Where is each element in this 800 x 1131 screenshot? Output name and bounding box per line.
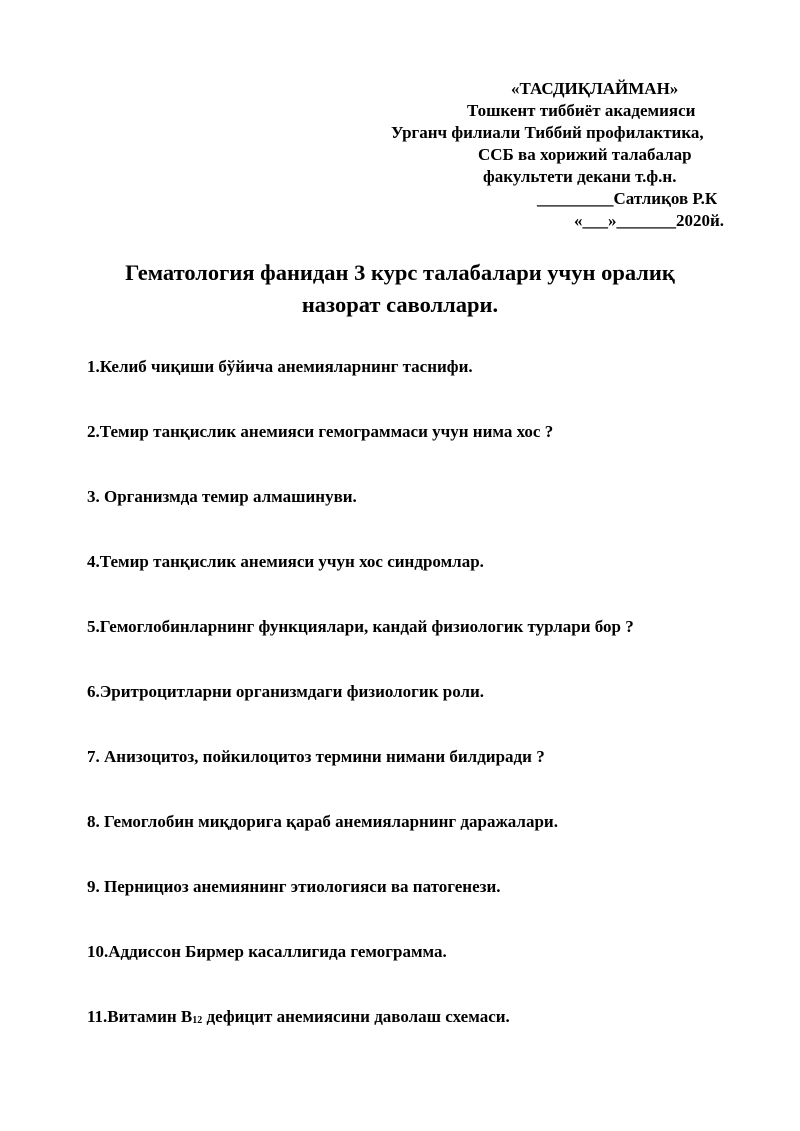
- question-item: 9. Пернициоз анемиянинг этиологияси ва патогенези.: [87, 877, 501, 896]
- question-item: 5.Гемоглобинларнинг функциялари, кандай физиологик турлари бор ?: [87, 617, 634, 636]
- question-11-suffix: дефицит анемиясини даволаш схемаси.: [202, 1007, 510, 1026]
- approval-line-academy: Тошкент тиббиёт академияси: [467, 101, 696, 120]
- question-item: 4.Темир танқислик анемияси учун хос синдромлар.: [87, 552, 484, 571]
- approval-signature: _________Сатлиқов Р.К: [537, 189, 718, 208]
- approval-date: «___»_______2020й.: [574, 211, 725, 230]
- question-item: 8. Гемоглобин миқдорига қараб анемияларнинг даражалари.: [87, 812, 558, 831]
- approval-line-dean: факультети декани т.ф.н.: [483, 167, 677, 186]
- question-11-subscript: 12: [192, 1015, 203, 1026]
- approval-heading: «ТАСДИҚЛАЙМАН»: [511, 79, 679, 98]
- question-item: 7. Анизоцитоз, пойкилоцитоз термини нимани билдиради ?: [87, 747, 545, 766]
- page-title: [60, 257, 740, 321]
- title-line-1: Гематология фанидан 3 курс талабалари учун оралиқ: [125, 260, 675, 285]
- approval-line-departments: ССБ ва хорижий талабалар: [478, 145, 692, 164]
- approval-block: [380, 78, 760, 232]
- title-line-2: назорат саволлари.: [301, 292, 499, 317]
- question-item: 1.Келиб чиқиши бўйича анемияларнинг таснифи.: [87, 357, 473, 376]
- question-item-11: [87, 1005, 767, 1070]
- question-item: 2.Темир танқислик анемияси гемограммаси учун нима хос ?: [87, 422, 554, 441]
- question-item: 3. Организмда темир алмашинуви.: [87, 487, 357, 506]
- question-list: [87, 355, 767, 1070]
- approval-line-branch: Урганч филиали Тиббий профилактика,: [391, 123, 704, 142]
- question-11-prefix: 11.Витамин В: [87, 1007, 193, 1026]
- question-item: 10.Аддиссон Бирмер касаллигида гемограмма.: [87, 942, 447, 961]
- question-item: 6.Эритроцитларни организмдаги физиологик роли.: [87, 682, 485, 701]
